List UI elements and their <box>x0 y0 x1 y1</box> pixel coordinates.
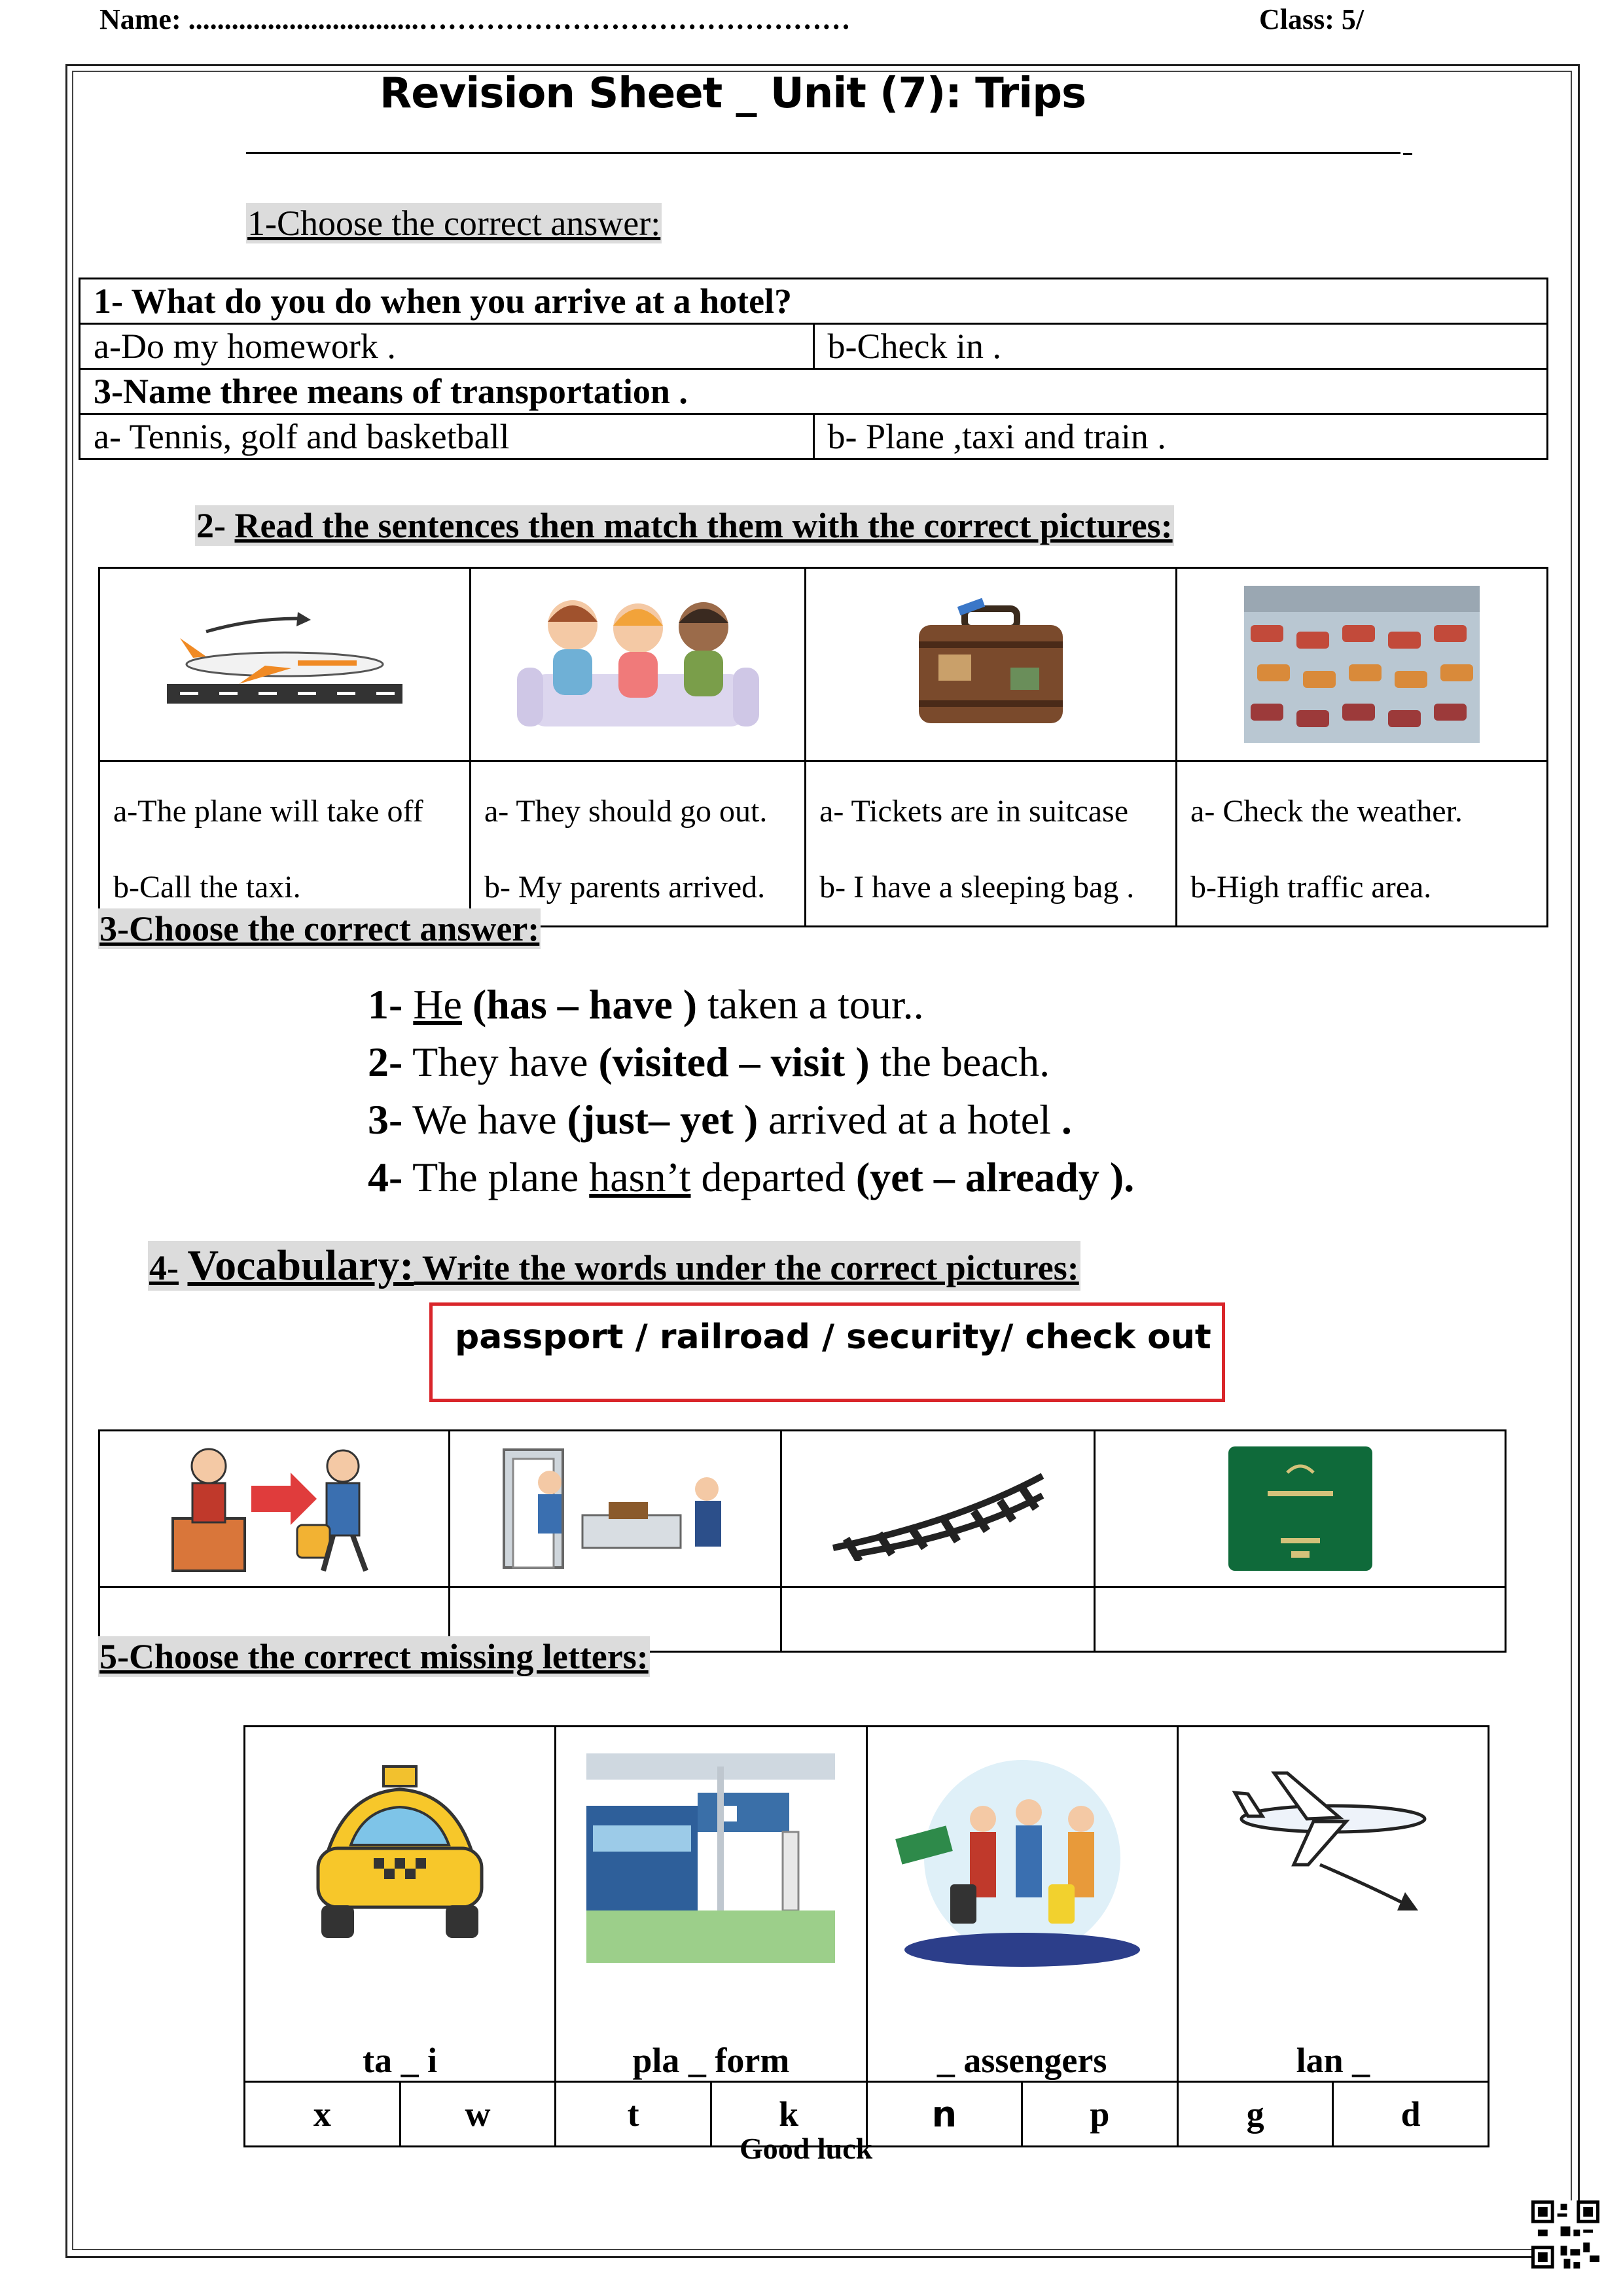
missing-word-1: ta _ i <box>363 2041 438 2080</box>
train-platform-icon <box>556 1727 865 2028</box>
section2-heading-num: 2- <box>196 506 226 545</box>
word-bank: passport / railroad / security/ check out <box>455 1318 1211 1357</box>
section5-table <box>243 1725 1489 2147</box>
letter-option[interactable]: n <box>866 2082 1022 2147</box>
letter-option[interactable]: k <box>711 2082 866 2147</box>
railroad-icon <box>781 1431 1095 1587</box>
section2-heading <box>195 505 1174 546</box>
sentence-4-negation: hasn’t <box>589 1154 691 1200</box>
sentence-1 <box>368 980 924 1029</box>
traffic-jam-icon <box>1177 568 1548 761</box>
match-1a[interactable]: a-The plane will take off <box>113 794 423 829</box>
title-rule <box>246 152 1400 154</box>
section1-table <box>79 278 1548 460</box>
section4-heading-text: Write the words under the correct pictures: <box>414 1248 1079 1287</box>
section3-heading: 3-Choose the correct answer: <box>99 909 540 948</box>
section5-heading: 5-Choose the correct missing letters: <box>99 1637 649 1676</box>
match-4a[interactable]: a- Check the weather. <box>1190 794 1463 829</box>
missing-letters-cell-2 <box>556 1727 866 2082</box>
sentence-3-choice[interactable]: (just– yet ) <box>567 1096 758 1143</box>
taxi-icon <box>245 1727 554 2028</box>
sentence-4-num: 4- <box>368 1154 403 1200</box>
section2-table <box>98 567 1548 927</box>
letter-option[interactable]: x <box>245 2082 401 2147</box>
missing-letters-cell-1 <box>245 1727 556 2082</box>
match-cell-3 <box>806 761 1177 927</box>
passport-icon <box>1095 1431 1506 1587</box>
sentence-4-mid: departed <box>690 1154 856 1200</box>
section4-heading-num: 4- <box>149 1248 179 1287</box>
match-cell-2 <box>470 761 805 927</box>
match-2a[interactable]: a- They should go out. <box>484 794 768 829</box>
match-3b[interactable]: b- I have a sleeping bag . <box>819 870 1135 905</box>
sentence-3-dot: . <box>1061 1096 1072 1143</box>
missing-word-2: pla _ form <box>632 2041 790 2080</box>
match-cell-1 <box>99 761 471 927</box>
sentence-1-subject: He <box>413 981 462 1028</box>
sentence-3 <box>368 1096 1072 1144</box>
kids-on-sofa-icon <box>470 568 805 761</box>
sentence-4-pre: The plane <box>412 1154 590 1200</box>
letter-option[interactable]: w <box>400 2082 556 2147</box>
class-label: Class: <box>1259 3 1334 35</box>
match-4b[interactable]: b-High traffic area. <box>1190 870 1432 905</box>
match-1b[interactable]: b-Call the taxi. <box>113 870 301 905</box>
option-1b[interactable]: b-Check in . <box>813 324 1548 369</box>
airplane-takeoff-icon <box>99 568 471 761</box>
answer-blank-4[interactable] <box>1095 1587 1506 1652</box>
letter-option[interactable]: p <box>1022 2082 1178 2147</box>
word-bank-box <box>429 1302 1225 1402</box>
sentence-2-rest: the beach. <box>869 1039 1050 1085</box>
sentence-2-pre: They have <box>412 1039 599 1085</box>
qr-code-icon <box>1531 2200 1599 2269</box>
question-3: 3-Name three means of transportation . <box>80 369 1548 414</box>
good-luck-footer: Good luck <box>740 2132 873 2165</box>
sentence-3-pre: We have <box>412 1096 567 1143</box>
passengers-icon <box>868 1727 1177 2028</box>
missing-word-4: lan _ <box>1296 2041 1370 2080</box>
option-3b[interactable]: b- Plane ,taxi and train . <box>813 414 1548 459</box>
name-line <box>99 3 851 36</box>
section4-heading <box>148 1241 1080 1291</box>
letter-option[interactable]: t <box>556 2082 711 2147</box>
check-out-icon <box>99 1431 450 1587</box>
section1-heading: 1-Choose the correct answer: <box>247 204 661 243</box>
option-1a[interactable]: a-Do my homework . <box>80 324 814 369</box>
question-1: 1- What do you do when you arrive at a hotel? <box>80 279 1548 324</box>
match-cell-4 <box>1177 761 1548 927</box>
plane-landing-icon <box>1179 1727 1488 2028</box>
option-3a[interactable]: a- Tennis, golf and basketball <box>80 414 814 459</box>
answer-blank-3[interactable] <box>781 1587 1095 1652</box>
sentence-1-num: 1- <box>368 981 403 1028</box>
letter-option[interactable]: d <box>1333 2082 1489 2147</box>
missing-word-3: _ assengers <box>936 2041 1107 2080</box>
class-line <box>1259 3 1364 36</box>
sentence-1-rest: taken a tour.. <box>697 981 924 1028</box>
title-rule-end <box>1403 153 1412 155</box>
suitcase-icon <box>806 568 1177 761</box>
security-icon <box>450 1431 781 1587</box>
sentence-3-rest: arrived at a hotel <box>758 1096 1061 1143</box>
name-label: Name: <box>99 3 181 35</box>
page-title: Revision Sheet _ Unit (7): Trips <box>380 69 1086 118</box>
match-3a[interactable]: a- Tickets are in suitcase <box>819 794 1128 829</box>
sentence-2-num: 2- <box>368 1039 403 1085</box>
sentence-2 <box>368 1038 1050 1086</box>
missing-letters-cell-3 <box>866 1727 1177 2082</box>
class-value: 5/ <box>1341 3 1364 35</box>
match-2b[interactable]: b- My parents arrived. <box>484 870 766 905</box>
sentence-2-choice[interactable]: (visited – visit ) <box>598 1039 870 1085</box>
sentence-4-choice[interactable]: (yet – already ). <box>855 1154 1135 1200</box>
missing-letters-cell-4 <box>1177 1727 1488 2082</box>
sentence-4 <box>368 1153 1134 1202</box>
section4-heading-big: Vocabulary: <box>187 1242 414 1289</box>
name-dots: ................................……………………………………… <box>188 3 851 35</box>
sentence-1-choice[interactable]: (has – have ) <box>472 981 698 1028</box>
section2-heading-text: Read the sentences then match them with the correct pictures: <box>234 506 1173 545</box>
letter-option[interactable]: g <box>1177 2082 1333 2147</box>
section4-table <box>98 1429 1507 1653</box>
sentence-3-num: 3- <box>368 1096 403 1143</box>
